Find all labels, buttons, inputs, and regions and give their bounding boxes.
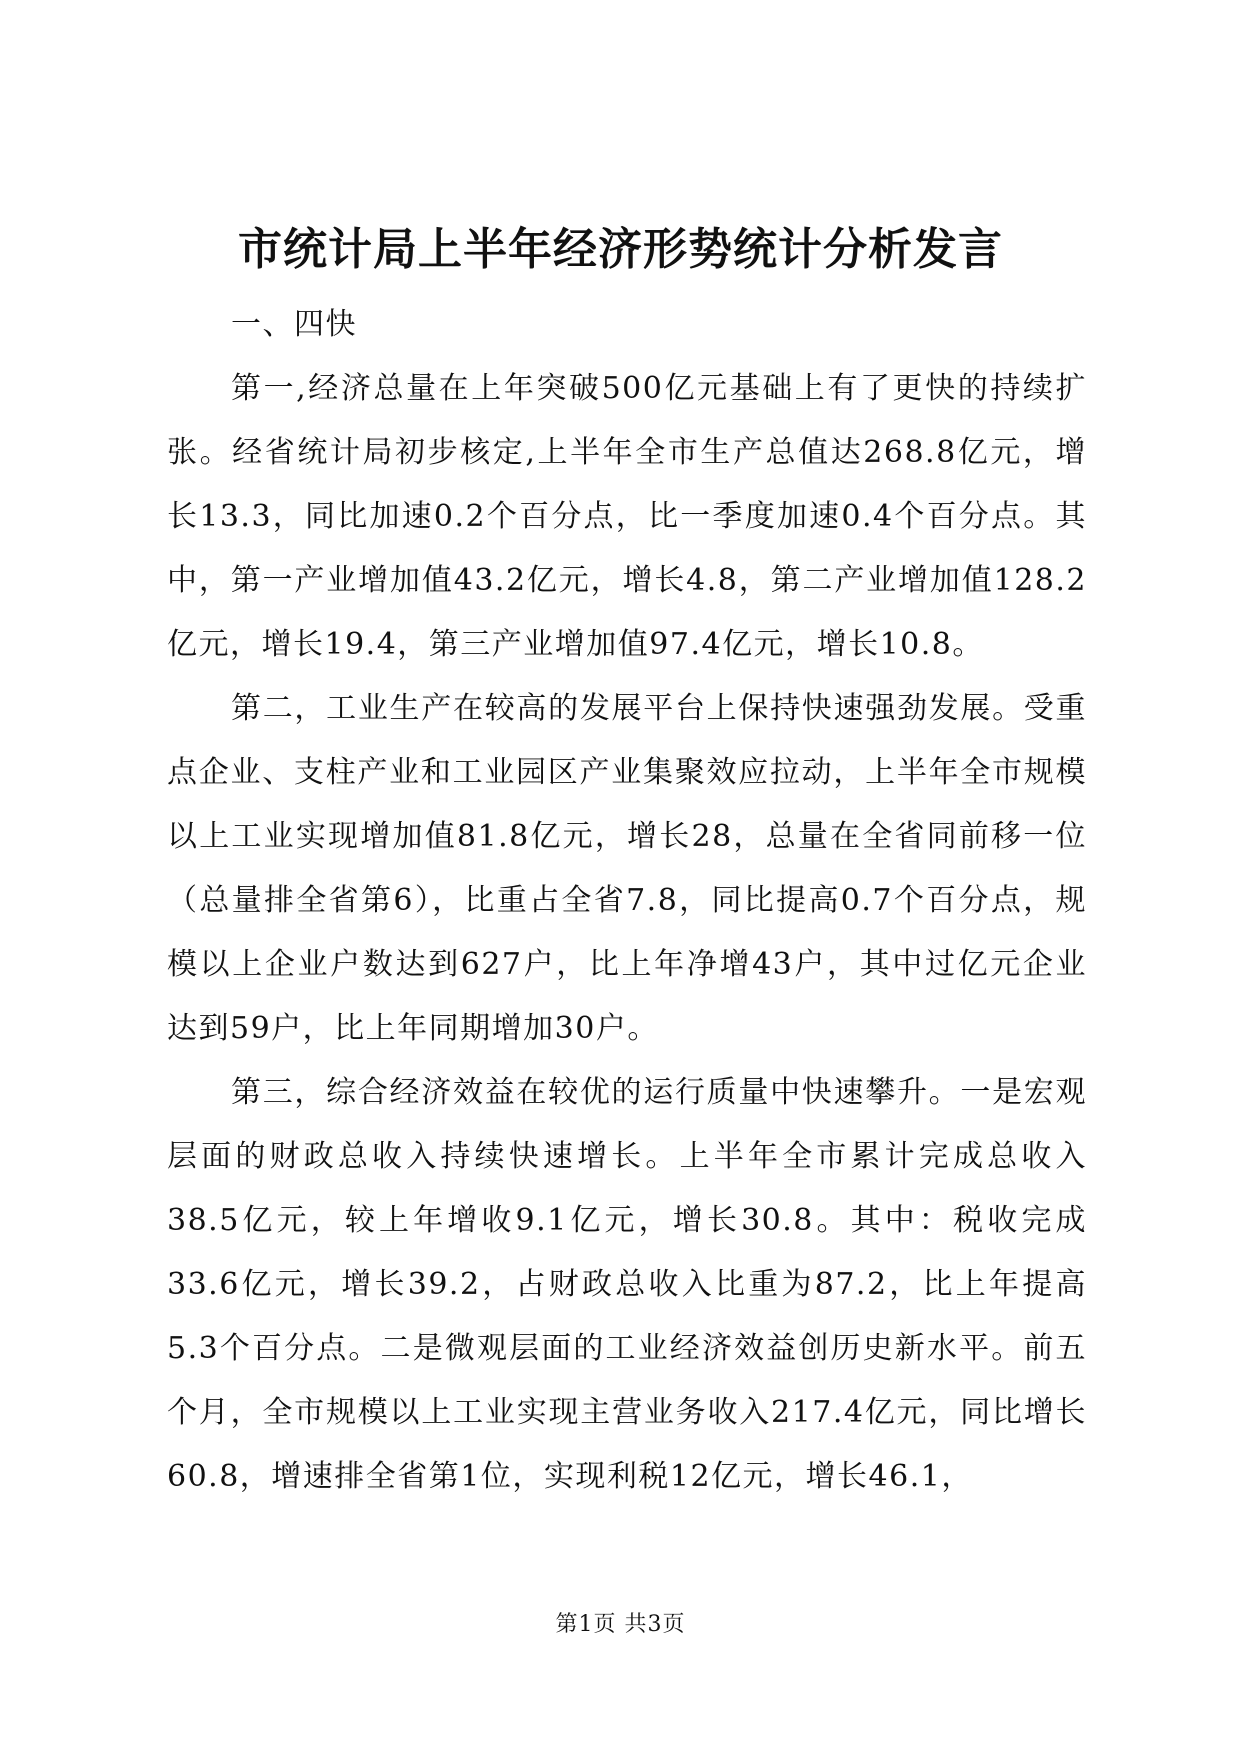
paragraph-3: 第三，综合经济效益在较优的运行质量中快速攀升。一是宏观层面的财政总收入持续快速增长。上半年全市累计完成总收入38.5亿元，较上年增收9.1亿元，增长30.8。其中：税收完成33.6亿元，增长39.2，占财政总收入比重为87.2，比上年提高5.3个百分点。二是微观层面的工业经济效益创历史新水平。前五个月，全市规模以上工业实现主营业务收入217.4亿元，同比增长60.8，增速排全省第1位，实现利税12亿元，增长46.1， xyxy=(167,1075,1087,1494)
page-footer: 第1页 共3页 xyxy=(555,1612,686,1637)
document-title: 市统计局上半年经济形势统计分析发言 xyxy=(238,224,1003,275)
document-body xyxy=(167,293,1087,1509)
paragraph-1: 第一,经济总量在上年突破500亿元基础上有了更快的持续扩张。经省统计局初步核定,上半年全市生产总值达268.8亿元，增长13.3，同比加速0.2个百分点，比一季度加速0.4个百分点。其中，第一产业增加值43.2亿元，增长4.8，第二产业增加值128.2亿元，增长19.4，第三产业增加值97.4亿元，增长10.8。 xyxy=(167,371,1087,662)
paragraph-2: 第二，工业生产在较高的发展平台上保持快速强劲发展。受重点企业、支柱产业和工业园区产业集聚效应拉动，上半年全市规模以上工业实现增加值81.8亿元，增长28，总量在全省同前移一位（总量排全省第6），比重占全省7.8，同比提高0.7个百分点，规模以上企业户数达到627户，比上年净增43户，其中过亿元企业达到59户，比上年同期增加30户。 xyxy=(167,691,1087,1046)
section-heading: 一、四快 xyxy=(231,307,357,342)
